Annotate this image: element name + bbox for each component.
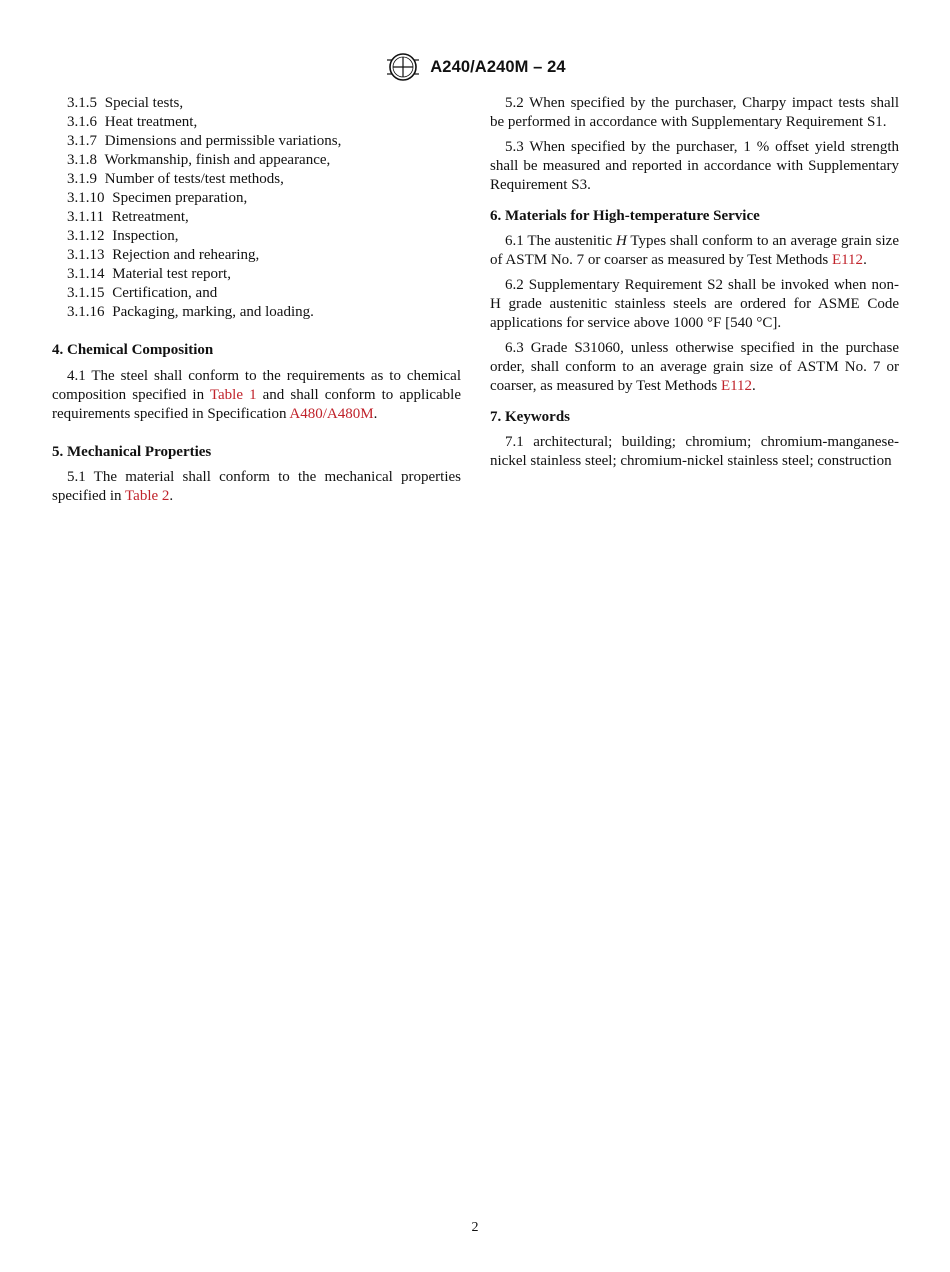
paragraph-text: . — [863, 252, 867, 268]
list-item — [52, 246, 461, 265]
document-code: A240/A240M – 24 — [430, 57, 566, 76]
list-item — [52, 208, 461, 227]
list-item-number: 3.1.16 — [67, 304, 105, 320]
paragraph-text: Types shall conform to an average grain size of ASTM No. 7 or coarser as measured by Test Methods — [490, 233, 899, 268]
paragraph-text: . — [373, 406, 378, 422]
section-heading-mechanical-properties: 5. Mechanical Properties — [52, 444, 212, 460]
list-item-text: Packaging, marking, and loading. — [112, 304, 314, 320]
a480-link[interactable]: A480/A480M — [289, 406, 374, 422]
list-item-number: 3.1.8 — [67, 152, 97, 168]
italic-text: H — [615, 233, 627, 249]
left-column — [52, 94, 461, 506]
paragraph-6-3 — [490, 339, 899, 396]
paragraph-7-1: 7.1 architectural; building; chromium; chromium-manganese-nickel stainless steel; chromium-nickel stainless steel; construction — [490, 434, 899, 469]
requirements-list — [52, 94, 461, 322]
e112-link[interactable]: E112 — [831, 252, 864, 268]
page-number: 2 — [471, 1220, 479, 1235]
paragraph-text: 5.1 The material shall conform to the mechanical properties specified in — [52, 469, 461, 504]
list-item — [52, 170, 461, 189]
paragraph-6-1 — [490, 232, 899, 270]
paragraph-text: 6.1 The austenitic — [505, 233, 616, 249]
list-item-text: Rejection and rehearing, — [112, 247, 260, 263]
paragraph-4-1 — [52, 367, 461, 424]
table-2-link[interactable]: Table 2 — [125, 488, 170, 504]
list-item-text: Certification, and — [112, 285, 218, 301]
paragraph-text: 4.1 The steel shall conform to the requirements as to chemical composition specified in — [52, 368, 461, 403]
paragraph-text: and shall conform to applicable requirements specified in Specification — [52, 387, 462, 422]
list-item-text: Dimensions and permissible variations, — [104, 133, 342, 149]
list-item — [52, 113, 461, 132]
astm-logo-icon — [384, 52, 422, 82]
list-item-text: Heat treatment, — [104, 114, 198, 130]
list-item — [52, 284, 461, 303]
paragraph-5-1 — [52, 468, 461, 506]
paragraph-text: 6.3 Grade S31060, unless otherwise specified in the purchase order, shall conform to an average grain size of ASTM No. 7 or coarser, as measured by Test Methods — [490, 340, 899, 394]
page-header — [0, 52, 950, 82]
list-item-number: 3.1.14 — [67, 266, 105, 282]
list-item-number: 3.1.9 — [67, 171, 97, 187]
list-item-number: 3.1.15 — [67, 285, 105, 301]
list-item-number: 3.1.13 — [67, 247, 105, 263]
e112-link[interactable]: E112 — [720, 378, 753, 394]
list-item-number: 3.1.5 — [67, 95, 97, 111]
section-heading-chemical-composition: 4. Chemical Composition — [52, 342, 214, 358]
paragraph-6-2: 6.2 Supplementary Requirement S2 shall be invoked when non-H grade austenitic stainless steels are ordered for ASME Code applications for service above 1000 °F [540 °C]. — [490, 277, 899, 331]
section-heading-keywords: 7. Keywords — [490, 409, 570, 425]
list-item-text: Workmanship, finish and appearance, — [104, 152, 331, 168]
list-item-text: Retreatment, — [111, 209, 189, 225]
list-item-number: 3.1.10 — [67, 190, 105, 206]
list-item — [52, 94, 461, 113]
list-item-text: Specimen preparation, — [112, 190, 248, 206]
list-item — [52, 303, 461, 322]
list-item-number: 3.1.12 — [67, 228, 105, 244]
list-item-number: 3.1.7 — [67, 133, 97, 149]
paragraph-5-2: 5.2 When specified by the purchaser, Charpy impact tests shall be performed in accordance with Supplementary Requirement S1. — [490, 95, 899, 130]
paragraph-5-3: 5.3 When specified by the purchaser, 1 % offset yield strength shall be measured and reported in accordance with Supplementary Requirement S3. — [490, 139, 899, 193]
paragraph-text: . — [169, 488, 174, 504]
right-column — [490, 94, 899, 471]
section-heading-high-temperature-service: 6. Materials for High-temperature Service — [490, 208, 760, 224]
list-item-text: Material test report, — [112, 266, 231, 282]
list-item-text: Inspection, — [112, 228, 179, 244]
list-item-text: Special tests, — [104, 95, 184, 111]
table-1-link[interactable]: Table 1 — [209, 387, 257, 403]
list-item — [52, 227, 461, 246]
list-item — [52, 132, 461, 151]
list-item-text: Number of tests/test methods, — [104, 171, 284, 187]
list-item — [52, 189, 461, 208]
list-item — [52, 265, 461, 284]
list-item-number: 3.1.11 — [67, 209, 104, 225]
list-item-number: 3.1.6 — [67, 114, 97, 130]
paragraph-text: . — [752, 378, 756, 394]
list-item — [52, 151, 461, 170]
